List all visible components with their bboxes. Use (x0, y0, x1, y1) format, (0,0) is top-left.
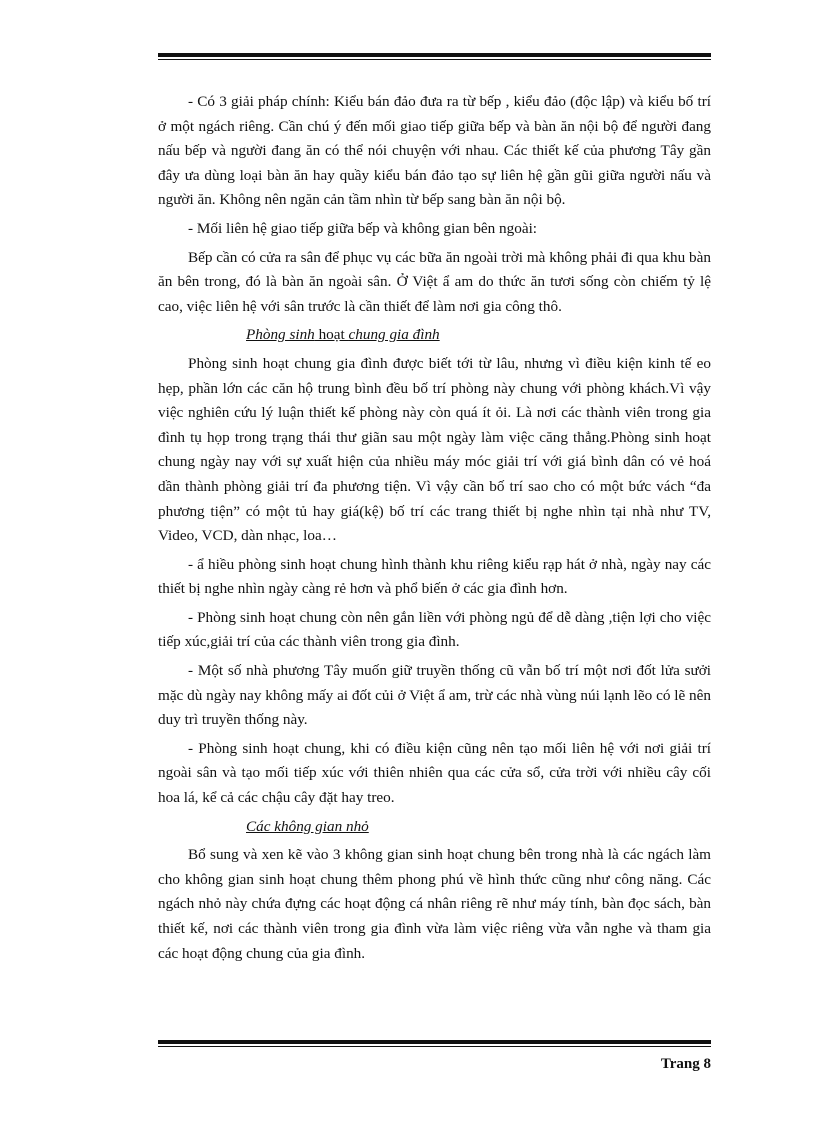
paragraph-fireplace: - Một số nhà phương Tây muốn giữ truyền thống cũ vẫn bố trí một nơi đốt lửa sưởi mặc dù ngày nay không mấy ai đốt củi ở Việt ẩ am, trừ các nhà vùng núi lạnh lẽo có lẽ nên duy trì truyền thống này. (158, 662, 711, 729)
section-heading-living-room (158, 323, 711, 348)
heading-part-2: hoạt (314, 326, 349, 344)
paragraph-solutions: - Có 3 giải pháp chính: Kiểu bán đảo đưa ra từ bếp , kiểu đảo (độc lập) và kiểu bố trí ở một ngách riêng. Cần chú ý đến mối giao tiếp giữa bếp và bàn ăn nội bộ để người đang nấu bếp và người đang ăn có thể nói chuyện với nhau. Các thiết kế của phương Tây gần đây ưa dùng loại bàn ăn hay quầy kiểu bán đảo tạo sự liên hệ gần gũi giữa người nấu và người ăn. Không nên ngăn cản tầm nhìn từ bếp sang bàn ăn nội bộ. (158, 93, 711, 209)
paragraph-theater: - ẩ hiều phòng sinh hoạt chung hình thành khu riêng kiểu rạp hát ở nhà, ngày nay các thiết bị nghe nhìn ngày càng rẻ hơn và phổ biến ở các gia đình hơn. (158, 555, 711, 598)
heading-part-3: chung gia đình (348, 326, 440, 344)
paragraph-living-room: Phòng sinh hoạt chung gia đình được biết tới từ lâu, nhưng vì điều kiện kinh tế eo hẹp, phần lớn các căn hộ trung bình đều bố trí phòng này chung với phòng khách.Vì vậy việc nghiên cứu lý luận thiết kế phòng này còn quá ít ỏi. Là nơi các thành viên trong gia đình tụ họp trong trạng thái thư giãn sau một ngày làm việc căng thẳng.Phòng sinh hoạt chung ngày nay với sự xuất hiện của nhiều máy móc giải trí với giá bình dân có vẻ hoá dần thành phòng giải trí đa phương tiện. Vì vậy cần bố trí sao cho có một bức vách “đa phương tiện” có một tủ hay giá(kệ) bố trí các trang thiết bị nghe nhìn tại nhà như TV, Video, VCD, dàn nhạc, loa… (158, 354, 711, 545)
paragraph-bedroom-link: - Phòng sinh hoạt chung còn nên gắn liền với phòng ngủ để dễ dàng ,tiện lợi cho việc tiếp xúc,giải trí của các thành viên trong gia đình. (158, 608, 711, 651)
page-number: Trang 8 (660, 1056, 711, 1072)
footer-rule (158, 1040, 711, 1047)
paragraph-kitchen-yard: Bếp cần có cửa ra sân để phục vụ các bữa ăn ngoài trời mà không phải đi qua khu bàn ăn bên trong, đó là bàn ăn ngoài sân. Ở Việt ẩ am do thức ăn tươi sống còn chiếm tỷ lệ cao, việc liên hệ với sân trước là cần thiết để làm nơi gia công thô. (158, 248, 711, 315)
page-body (158, 90, 711, 970)
paragraph-small-spaces: Bổ sung và xen kẽ vào 3 không gian sinh hoạt chung bên trong nhà là các ngách làm cho không gian sinh hoạt chung thêm phong phú về hình thức cũng như công năng. Các ngách nhỏ này chứa đựng các hoạt động cá nhân riêng rẽ như máy tính, bàn đọc sách, bàn thiết kế, nơi các thành viên trong gia đình vừa làm việc riêng vừa vẫn nghe và tham gia các hoạt động chung của gia đình. (158, 846, 711, 962)
section-heading-small-spaces: Các không gian nhỏ (246, 817, 369, 835)
heading-part-1: Phòng sinh (246, 326, 315, 344)
paragraph-kitchen-outside: - Mối liên hệ giao tiếp giữa bếp và không gian bên ngoài: (188, 219, 538, 237)
paragraph-outdoor-link: - Phòng sinh hoạt chung, khi có điều kiện cũng nên tạo mối liên hệ với nơi giải trí ngoài sân và tạo mối tiếp xúc với thiên nhiên qua các cửa sổ, cửa trời với nhiều cây cối hoa lá, kể cả các chậu cây đặt hay treo. (158, 739, 711, 807)
header-rule (158, 53, 711, 60)
